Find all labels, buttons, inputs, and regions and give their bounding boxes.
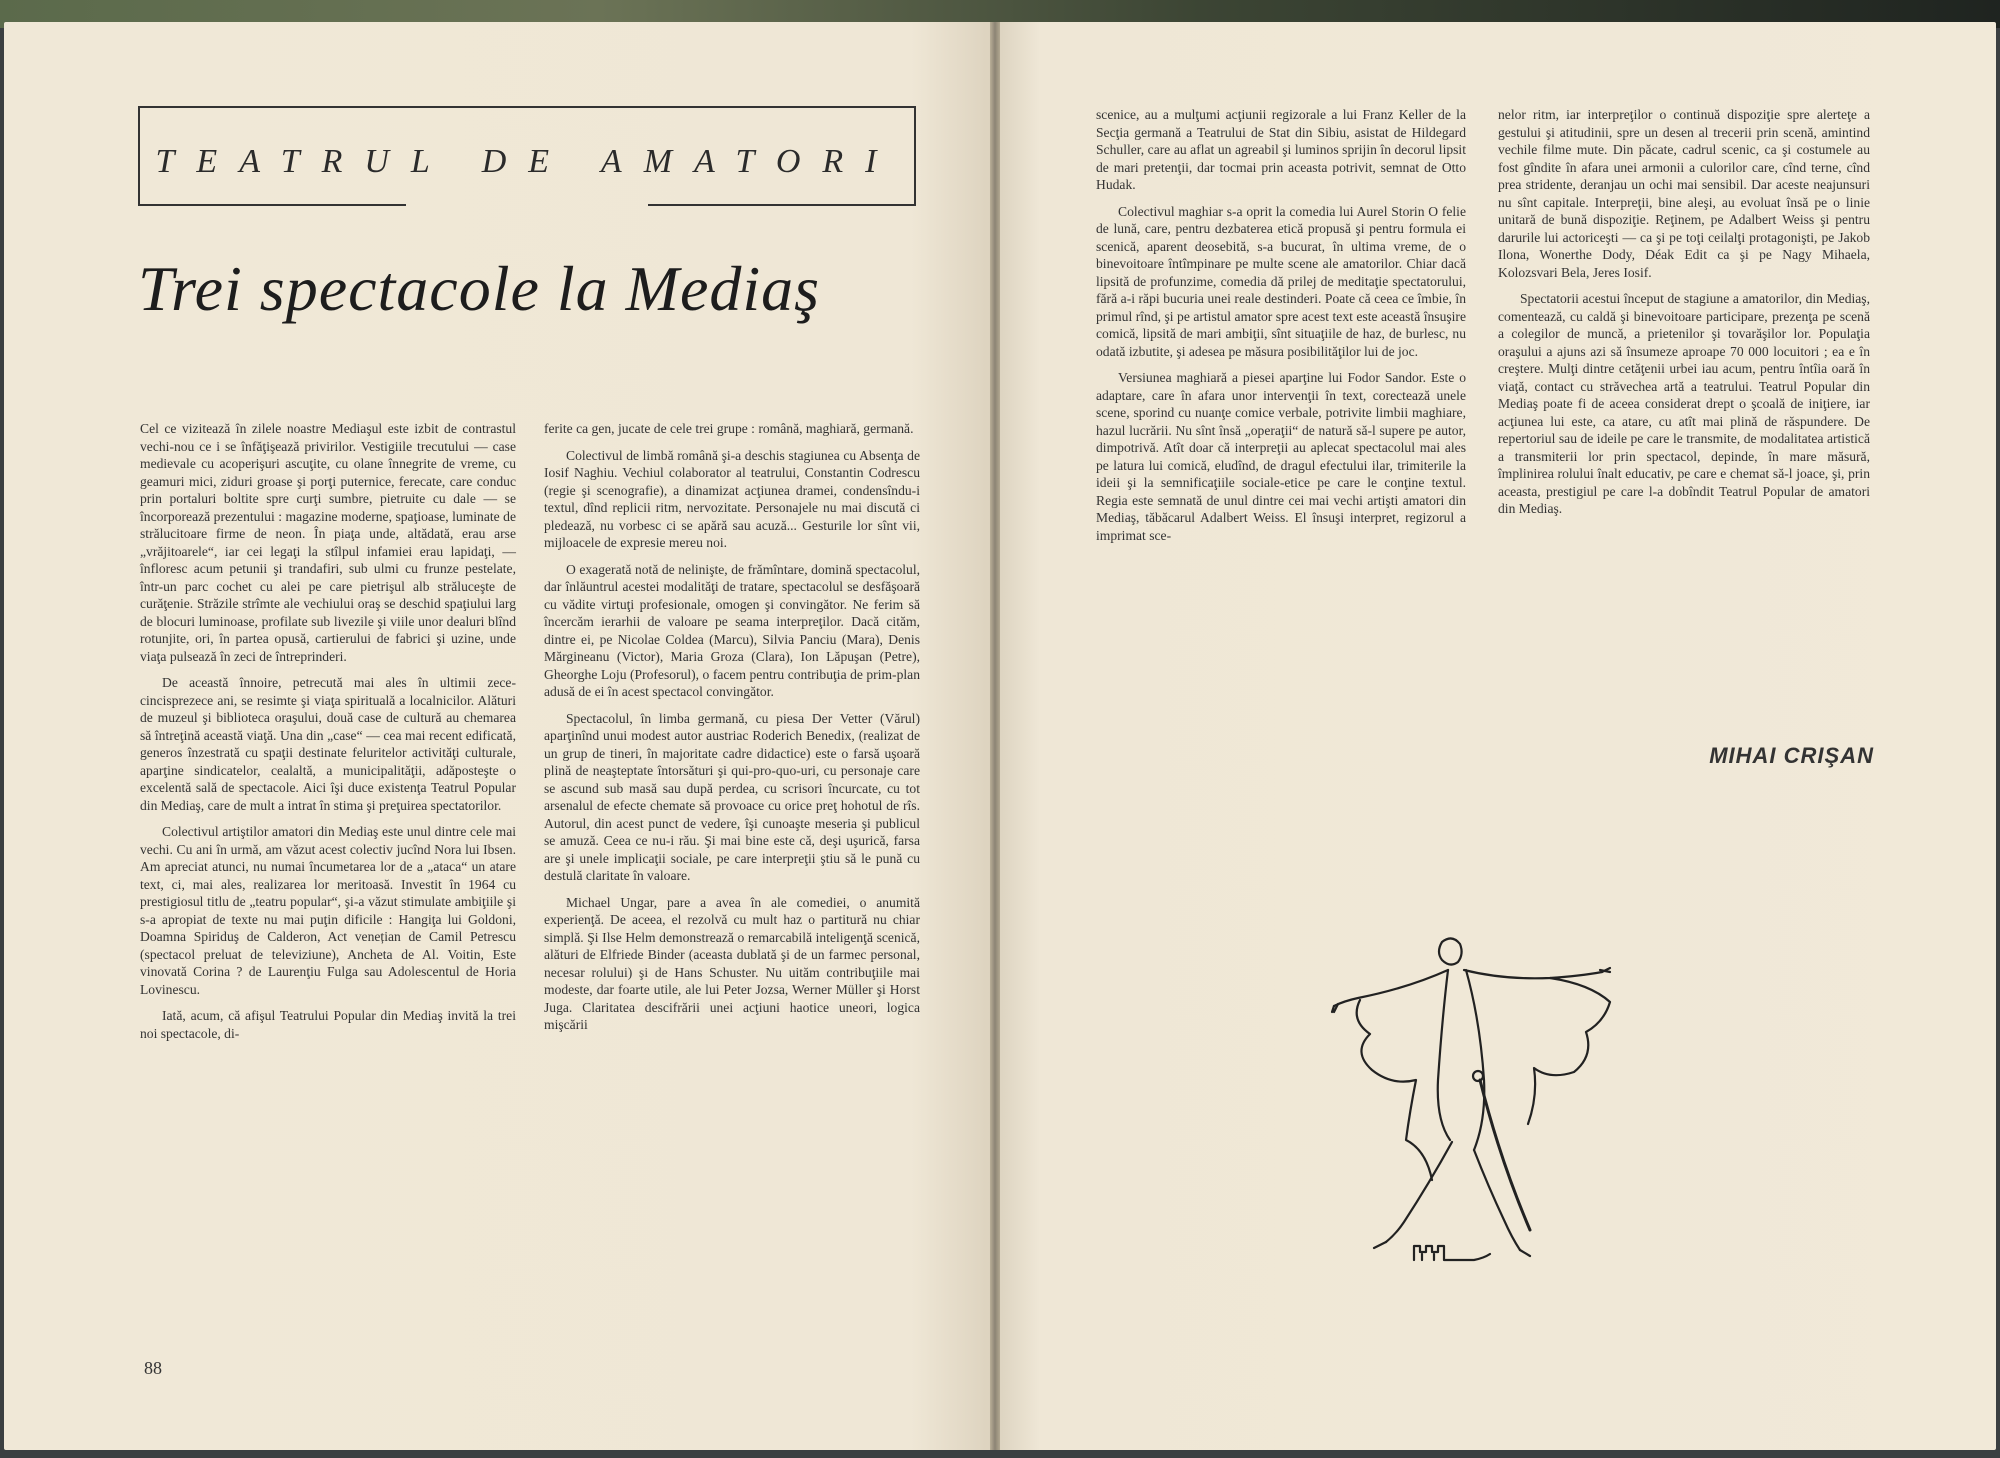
paragraph: ferite ca gen, jucate de cele trei grupe : română, maghiară, germană. [544,421,914,436]
paragraph: Cel ce vizitează în zilele noastre Mediaşul este izbit de contrastul vechi-nou ce i se înfăţişează privirilor. Vestigiile trecutului — case medievale cu acoperişuri ascuţite, cu olane înnegrite de vreme, cu geamuri mici, ziduri groase şi porţi puternice, ferecate, care conduc prin portaluri boltite spre curţi sumbre, pietruite cu dale — se încorporează prezentului : magazine moderne, spaţioase, luminate de strălucitoare firme de neon. În piaţa unde, altădată, erau arse „vrăjitoarele“, iar cei legaţi la stîlpul infamiei erau lapidaţi, — înfloresc acum petunii şi trandafiri, sub ulmi cu frunze pestelate, într-un parc cochet cu alei pe care pietrişul alb străluceşte de curăţenie. Străzile strîmte ale vechiului oraş se deschid spaţiului larg de blocuri luminoase, profilate sub livezile şi viile unor dealuri blînd rotunjite, ori, în partea opusă, cartierului de fabrici şi uzine, unde viaţa pulsează în zeci de întreprinderi. [140,421,516,664]
left-page [4,22,990,1450]
paragraph: Spectatorii acestui început de stagiune a amatorilor, din Mediaş, comentează, cu caldă şi binevoitoare participare, prezenţa pe scenă a colegilor de muncă, a prietenilor şi tovarăşilor lor. Populaţia oraşului a ajuns azi să însumeze aproape 70 000 locuitori ; ea e în creştere. Mulţi dintre cetăţenii urbei iau acum, pentru întîia oară în viaţă, contact cu străvechea artă a teatrului. Teatrul Popular din Mediaş poate fi de aceea considerat drept o şcoală de iniţiere, iar acţiunea lui este, ca atare, cu atît mai plină de răspundere. De repertoriul sau de ideile pe care le transmite, de modalitatea artistică a transmiterii lor prin spectacol, depinde, în mare măsură, împlinirea rolului înalt educativ, pe care e chemat să-l joace, şi, prin aceasta, prestigiul pe care l-a dobîndit Teatrul Popular de amatori din Mediaş. [1498,291,1870,516]
paragraph: nelor ritm, iar interpreţilor o continuă dispoziţie spre alerteţe a gestului şi atitudinii, spre un desen al trecerii prin scenă, amintind vechile filme mute. Din păcate, cadrul scenic, ca şi costumele au fost gîndite în afara unei armonii a culorilor care, cînd terne, cînd prea stridente, deranjau un ochi mai sensibil. Dar aceste neajunsuri nu sînt capitale. Interpreţii, bine aleşi, au evoluat însă pe o linie unitară de bună dispoziţie. Reţinem, pe Adalbert Weiss şi pentru darurile lui actoriceşti — ca şi pe toţi ceilalţi protagonişti, pe Jakob Ilona, Wonerthe Dody, Déak Edit ca şi pe Nagy Mihaela, Kolozsvari Bela, Jeres Iosif. [1498,107,1870,280]
paragraph: Colectivul de limbă română şi-a deschis stagiunea cu Absenţa de Iosif Naghiu. Vechiul colaborator al teatrului, Constantin Codrescu (regie şi scenografie), a dinamizat acţiunea dramei, condensîndu-i textul, dînd replicii ritm, nervozitate. Personajele nu mai discută ci pledează, nu vorbesc ci se apără sau acuză... Gesturile lor sînt vii, mijloacele de expresie mereu noi. [544,447,920,550]
paragraph: De această înnoire, petrecută mai ales în ultimii zece-cincisprezece ani, se resimte şi viaţa spirituală a localnicilor. Alături de muzeul şi biblioteca oraşului, două case de cultură au chemarea să întreţină această viaţă. Una din „case“ — cea mai recent edificată, generos înzestrată cu spaţii destinate feluritelor activităţi culturale, aparţine sindicatelor, cealaltă, a municipalităţii, adăposteşte o excelentă sală de spectacole. Aici îşi duce existenţa Teatrul Popular din Mediaş, care de mult a intrat în stima şi preţuirea spectatorilor. [140,675,516,813]
paragraph: Versiunea maghiară a piesei aparţine lui Fodor Sandor. Este o adaptare, care în afara unor intervenţii în text, corectează unele scene, sporind cu nuanţe comice verbale, potrivite limbii maghiare, hazul lucrării. Nu sînt însă „operaţii“ de natură să-l supere pe autor, dimpotrivă. Atît doar că interpreţii au aplecat spectacolul mai ales pe latura lui comică, eludînd, de dragul efectului ilar, trimiterile la ideii şi la semnificaţiile sociale-etice pe care le conţine textul. Regia este semnată de unul dintre cei mai vechi artişti amatori din Mediaş, tăbăcarul Adalbert Weiss. El însuşi interpret, regizorul a imprimat sce- [1096,370,1466,543]
paragraph: Iată, acum, că afişul Teatrului Popular din Mediaş invită la trei noi spectacole, di- [140,1008,516,1041]
article-title: Trei spectacole la Mediaş [138,253,821,324]
page-number: 88 [144,1358,162,1378]
paragraph: Colectivul artiştilor amatori din Mediaş este unul dintre cele mai vechi. Cu ani în urmă, am văzut acest colectiv jucînd Nora lui Ibsen. Am apreciat atunci, nu numai încumetarea lor de a „ataca“ un atare text, ci, mai ales, realizarea lor meritoasă. Investit în 1964 cu prestigiosul titlu de „teatru popular“, şi-a văzut stimulate ambiţiile şi s-a apropiat de texte nu mai puţin dificile : Hangiţa lui Goldoni, Doamna Spiriduş de Calderon, Act venețian de Camil Petrescu (spectacol preluat de televiziune), Ancheta de Al. Voitin, Este vinovată Corina ? de Laurenţiu Fulga sau Adolescentul de Horia Lovinescu. [140,824,516,997]
paragraph: O exagerată notă de nelinişte, de frămîntare, domină spectacolul, dar înlăuntrul acestei modalităţi de tratare, spectacolul se desfăşoară cu vădite virtuţi profesionale, omogen şi convingător. Ne ferim să încercăm ierarhii de valoare pe seama interpreţilor. Dacă cităm, dintre ei, pe Nicolae Coldea (Marcu), Silvia Panciu (Mara), Denis Mărgineanu (Victor), Maria Groza (Clara), Ion Lăpuşan (Petre), Gheorghe Loju (Profesorul), o facem pentru contribuţia de prim-plan adusă de ei în acest spectacol convingător. [544,561,920,699]
column-3 [1096,106,1466,553]
book-gutter [990,22,1000,1450]
theatre-figure-sketch [1330,930,1640,1290]
section-title: TEATRUL DE AMATORI [155,143,899,180]
paragraph: scenice, au a mulţumi acţiunii regizorale a lui Franz Keller de la Secţia germană a Teatrului de Stat din Sibiu, asistat de Hildegard Schuller, care au aflat un agreabil şi luminos sprijin în decorul lipsit de mari pretenţii, dar tocmai prin aceasta potrivit, semnat de Otto Hudak. [1096,107,1466,192]
column-1 [140,420,516,1051]
paragraph: Spectacolul, în limba germană, cu piesa Der Vetter (Vărul) aparţinînd unui modest autor austriac Roderich Benedix, (realizat de un grup de tineri, în majoritate cadre didactice) este o farsă uşoară plină de neaşteptate întorsături şi qui-pro-quo-uri, cu personaje care se ascund sub masă sau după perdea, cu scrisori încurcate, cu tot arsenalul de efecte chemate să provoace cu orice preţ hohotul de rîs. Autorul, din acest punct de vedere, îşi cunoaşte meseria şi publicul se amuză. Ceea ce nu-i rău. Şi mai bine este că, deşi uşurică, farsa are şi unele implicaţii sociale, pe care interpreţii ştiu să le pună cu destulă claritate în valoare. [544,710,920,883]
paragraph: Colectivul maghiar s-a oprit la comedia lui Aurel Storin O felie de lună, care, pentru dezbaterea etică propusă şi pentru formula ei scenică, aparent deosebită, s-a bucurat, în ultima vreme, de o binevoitoare întîmpinare pe multe scene ale amatorilor. Chiar dacă lipsită de profunzime, comedia dă prilej de meditaţie spectatorului, fără a-i răpi bucuria unei reale destinderi. Poate că ceea ce îmbie, în primul rînd, şi pe artistul amator spre acest text este această însuşire comică, lipsită de mari ambiţii, sînt situaţiile de haz, de burlesc, nu odată izbutite, şi adesea pe măsura posibilităţilor lui de joc. [1096,203,1466,359]
section-header [138,106,916,206]
column-4 [1498,106,1870,527]
author-signature: MIHAI CRIŞAN [1709,743,1874,768]
column-2 [544,420,920,1043]
paragraph: Michael Ungar, pare a avea în ale comediei, o anumită experienţă. De aceea, el rezolvă cu mult haz o partitură nu chiar simplă. Şi Ilse Helm demonstrează o remarcabilă inteligenţă scenică, alături de Elfriede Binder (aceasta dublată şi de un farmec personal, necesar rolului) şi de Hans Schuster. Nu uităm contribuţiile mai modeste, dar foarte utile, ale lui Peter Jozsa, Werner Müller şi Horst Juga. Claritatea descifrării unei acţiuni haotice uneori, logica mişcării [544,894,920,1032]
